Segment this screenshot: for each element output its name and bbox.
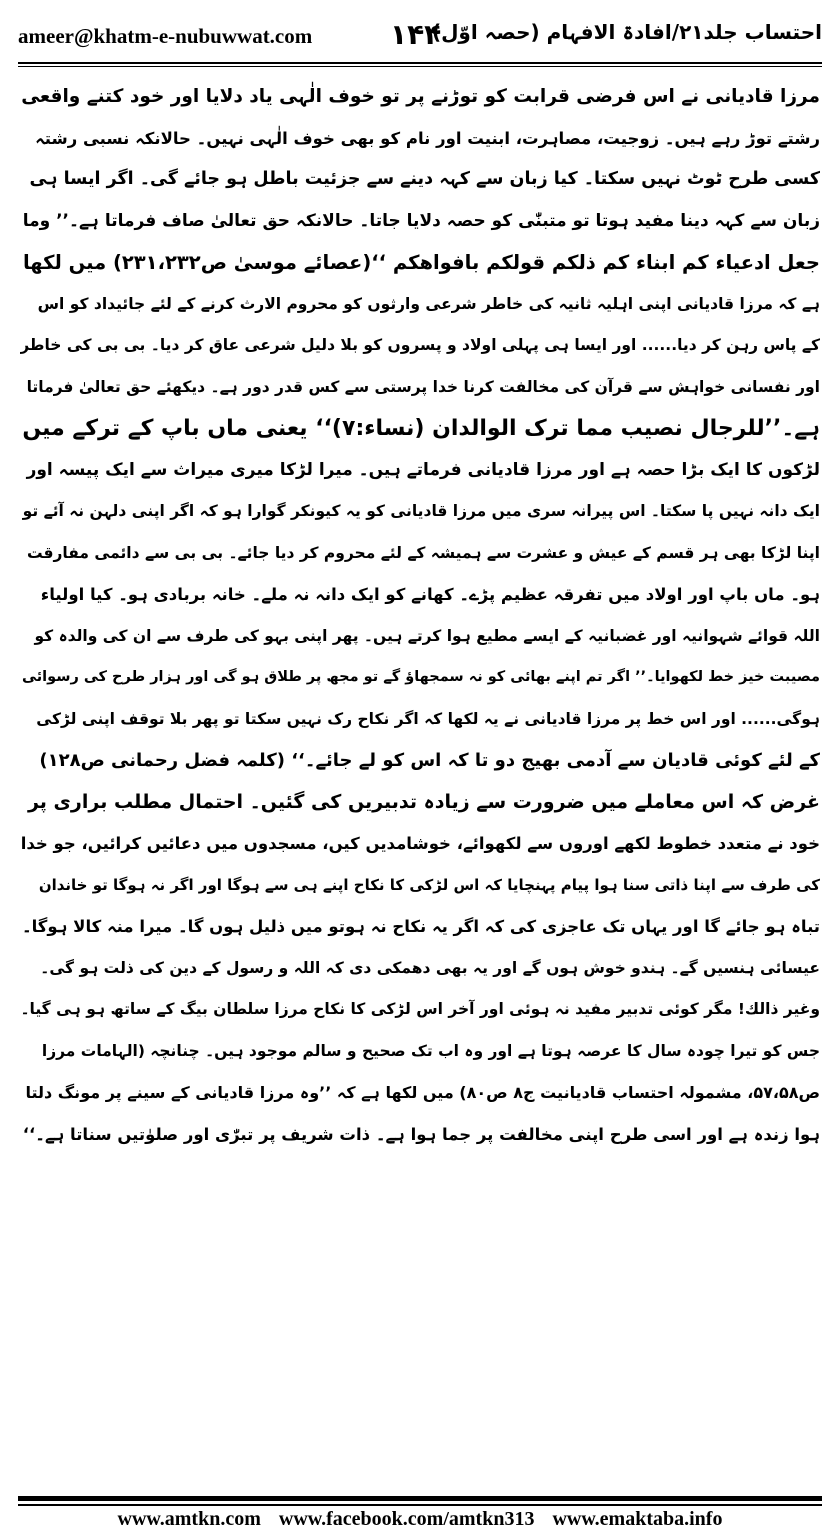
text-line: عیسائی ہنسیں گے۔ ہندو خوش ہوں گے اور یہ بھی دھمکی دی کہ اللہ و رسول کے دین کی ذلت ہو گی۔ bbox=[40, 958, 820, 977]
page-footer bbox=[18, 1508, 822, 1536]
text-line: مرزا قادیانی نے اس فرضی قرابت کو توڑنے پر تو خوف الٰہی یاد دلایا اور خود کتنے واقعی bbox=[21, 86, 820, 107]
header-email: ameer@khatm-e-nubuwwat.com bbox=[18, 24, 313, 48]
page-body bbox=[20, 76, 820, 1155]
text-line: مصیبت خیز خط لکھوایا۔’’ اگر تم اپنے بھائی کو نہ سمجھاؤ گے تو مجھ پر طلاق ہو گی اور ہزار طرح کی رسوائی bbox=[22, 669, 820, 685]
footer-divider-thin bbox=[18, 1504, 822, 1506]
text-line: کے پاس رہن کر دیا...... اور ایسا ہی پہلی اولاد و پسروں کو بلا دلیل شرعی عاق کر دیا۔ بی بی کی خاطر bbox=[20, 336, 820, 354]
text-line: رشتے توڑ رہے ہیں۔ زوجیت، مصاہرت، ابنیت اور نام کو بھی خوف الٰہی نہیں۔ حالانکہ نسبی رشتہ bbox=[35, 128, 820, 148]
footer-link-amtkn[interactable]: www.amtkn.com bbox=[117, 1508, 261, 1530]
text-line: جعل ادعیاء کم ابناء کم ذلکم قولکم بافواھکم ‘‘(عصائے موسیٰ ص۲۳۱،۲۳۲) میں لکھا bbox=[22, 251, 820, 274]
text-line: اور نفسانی خواہش سے قرآن کی مخالفت کرنا خدا پرستی سے کس قدر دور ہے۔ دیکھئے حق تعالیٰ فرماتا bbox=[26, 377, 820, 396]
text-line: ایک دانہ نہیں پا سکتا۔ اس پیرانہ سری میں مرزا قادیانی کو یہ کیونکر گوارا ہو کہ اگر اپنی دلہن نہ آئے تو bbox=[22, 502, 820, 520]
footer-link-facebook[interactable]: www.facebook.com/amtkn313 bbox=[278, 1508, 535, 1530]
text-line: تباہ ہو جائے گا اور یہاں تک عاجزی کی کہ اگر یہ نکاح نہ ہوتو میں ذلیل ہوں گا۔ میرا منہ کالا ہوگا۔ bbox=[21, 917, 820, 936]
text-line: اللہ قوائے شہوانیہ اور غضبانیہ کے ایسے مطیع ہوا کرتے ہیں۔ پھر اپنی بہو کی طرف سے ان کی والدہ کو bbox=[34, 626, 820, 645]
text-line: وغیر ذالك! مگر کوئی تدبیر مفید نہ ہوئی اور آخر اس لڑکی کا نکاح مرزا سلطان بیگ کے ساتھ ہو ہی گیا۔ bbox=[20, 1000, 820, 1018]
page-number: ۱۴۴ bbox=[390, 18, 442, 51]
text-line: جس کو تیرا چودہ سال کا عرصہ ہوتا ہے اور وہ اب تک صحیح و سالم موجود ہیں۔ چنانچہ (الہامات مرزا bbox=[41, 1041, 820, 1060]
header-divider bbox=[18, 62, 822, 67]
text-line: خود نے متعدد خطوط لکھے اوروں سے لکھوائے، خوشامدیں کیں، مسجدوں میں دعائیں کرائیں، جو خدا bbox=[20, 834, 820, 853]
text-line: ہوگی...... اور اس خط پر مرزا قادیانی نے یہ لکھا کہ اگر نکاح رک نہیں سکتا تو پھر بلا توقف اپنی لڑکی bbox=[36, 709, 820, 728]
text-line: ہوا زندہ ہے اور اسی طرح اپنی مخالفت پر جما ہوا ہے۔ ذات شریف پر تبرّٰی اور صلوٰتیں سناتا ہے۔‘‘ bbox=[22, 1124, 820, 1144]
footer-divider-thick bbox=[18, 1496, 822, 1501]
book-title: احتساب جلد۲۱/افادۃ الافہام (حصہ اوّل) bbox=[431, 20, 822, 44]
text-line: ص۵۷،۵۸، مشمولہ احتساب قادیانیت ج۸ ص۸۰) میں لکھا ہے کہ ’’وہ مرزا قادیانی کے سینے پر مونگ دلتا bbox=[25, 1083, 820, 1102]
text-line: کی طرف سے اپنا ذاتی سنا ہوا پیام پہنچایا کہ اس لڑکی کا نکاح اپنے ہی سے ہوگا اور اگر نہ ہوگا تو خاندان bbox=[38, 875, 820, 894]
text-line: کے لئے کوئی قادیان سے آدمی بھیج دو تا کہ اس کو لے جائے۔‘‘ (کلمہ فضل رحمانی ص۱۲۸) bbox=[39, 750, 820, 771]
text-line: ہو۔ ماں باپ اور اولاد میں تفرقہ عظیم پڑے۔ کھانے کو ایک دانہ نہ ملے۔ خانہ بربادی ہو۔ کیا اولیاء bbox=[40, 585, 820, 604]
text-line: ہے۔’’للرجال نصیب مما ترک الوالدان (نساء:۷)‘‘ یعنی ماں باپ کے ترکے میں bbox=[22, 416, 820, 441]
page-header bbox=[18, 14, 822, 58]
text-line: اپنا لڑکا بھی ہر قسم کے عیش و عشرت سے ہمیشہ کے لئے محروم کر دیا جائے۔ بی بی سے دائمی مفارقت bbox=[26, 543, 820, 562]
text-line: ہے کہ مرزا قادیانی اپنی اہلیہ ثانیہ کی خاطر شرعی وارثوں کو محروم الارث کرنے کے لئے جائیداد کو اس bbox=[37, 294, 820, 313]
text-line: زبان سے کہہ دینا مفید ہوتا تو متبنّٰی کو حصہ دلایا جاتا۔ حالانکہ حق تعالیٰ صاف فرماتا ہے۔’’ وما bbox=[22, 210, 820, 231]
text-line: لڑکوں کا ایک بڑا حصہ ہے اور مرزا قادیانی فرماتے ہیں۔ میرا لڑکا میری میراث سے ایک پیسہ اور bbox=[26, 459, 820, 480]
text-line: کسی طرح ٹوٹ نہیں سکتا۔ کیا زبان سے کہہ دینے سے جزئیت باطل ہو جائے گی۔ اگر ایسا ہی bbox=[29, 169, 820, 189]
text-line: غرض کہ اس معاملے میں ضرورت سے زیادہ تدبیریں کی گئیں۔ احتمال مطلب براری پر bbox=[27, 790, 820, 813]
footer-link-emaktaba[interactable]: www.emaktaba.info bbox=[552, 1508, 723, 1530]
